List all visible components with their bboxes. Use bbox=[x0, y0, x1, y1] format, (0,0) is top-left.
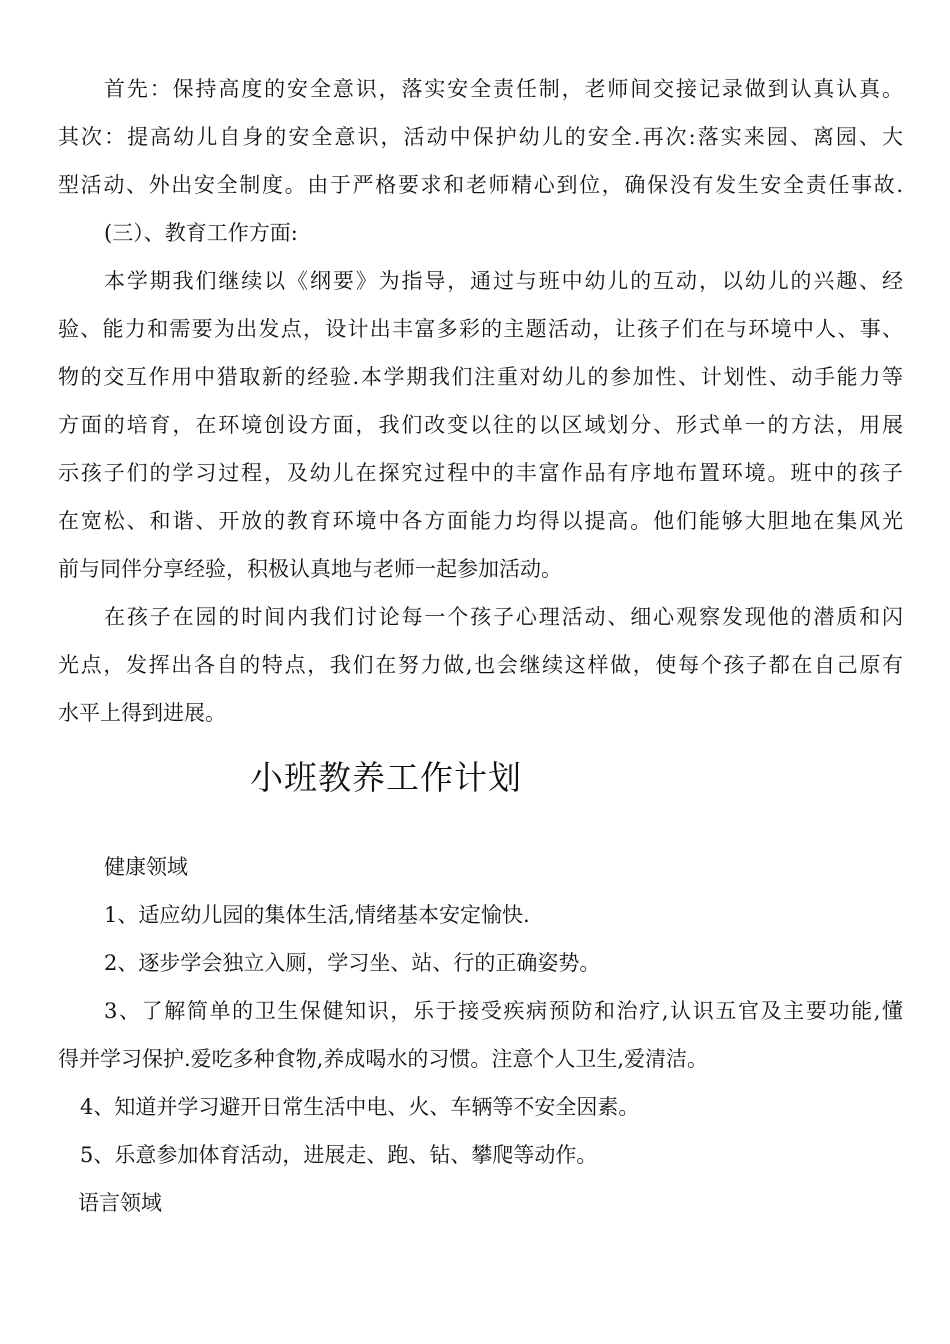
paragraph-line: 验、能力和需要为出发点，设计出丰富多彩的主题活动，让孩子们在与环境中人、事、 bbox=[58, 317, 903, 341]
language-heading: 语言领域 bbox=[78, 1191, 162, 1215]
list-item: 4、知道并学习避开日常生活中电、火、车辆等不安全因素。 bbox=[80, 1095, 640, 1119]
paragraph-line: 前与同伴分享经验，积极认真地与老师一起参加活动。 bbox=[58, 557, 562, 581]
document-title: 小班教养工作计划 bbox=[250, 758, 522, 797]
paragraph-line: 水平上得到进展。 bbox=[58, 701, 226, 725]
paragraph-line: 示孩子们的学习过程，及幼儿在探究过程中的丰富作品有序地布置环境。班中的孩子 bbox=[58, 461, 903, 485]
paragraph-line: 方面的培育，在环境创设方面，我们改变以往的以区域划分、形式单一的方法，用展 bbox=[58, 413, 903, 437]
list-item: 5、乐意参加体育活动，进展走、跑、钻、攀爬等动作。 bbox=[80, 1143, 598, 1167]
paragraph-line: 其次：提高幼儿自身的安全意识，活动中保护幼儿的安全.再次:落实来园、离园、大 bbox=[58, 125, 903, 149]
paragraph-line: 物的交互作用中猎取新的经验.本学期我们注重对幼儿的参加性、计划性、动手能力等 bbox=[58, 365, 903, 389]
paragraph-line: 型活动、外出安全制度。由于严格要求和老师精心到位，确保没有发生安全责任事故. bbox=[58, 173, 903, 197]
paragraph-line: 在孩子在园的时间内我们讨论每一个孩子心理活动、细心观察发现他的潜质和闪 bbox=[104, 605, 903, 629]
paragraph-line: 首先：保持高度的安全意识，落实安全责任制，老师间交接记录做到认真认真。 bbox=[104, 77, 903, 101]
health-heading: 健康领域 bbox=[104, 855, 188, 879]
list-item-continued: 得并学习保护.爱吃多种食物,养成喝水的习惯。注意个人卫生,爱清洁。 bbox=[58, 1047, 709, 1071]
list-item: 3、了解简单的卫生保健知识，乐于接受疾病预防和治疗,认识五官及主要功能,懂 bbox=[104, 999, 903, 1023]
paragraph-line: 本学期我们继续以《纲要》为指导，通过与班中幼儿的互动，以幼儿的兴趣、经 bbox=[104, 269, 903, 293]
list-item: 1、适应幼儿园的集体生活,情绪基本安定愉快. bbox=[104, 903, 530, 927]
paragraph-line: 光点，发挥出各自的特点，我们在努力做,也会继续这样做，使每个孩子都在自己原有 bbox=[58, 653, 903, 677]
paragraph-line: 在宽松、和谐、开放的教育环境中各方面能力均得以提高。他们能够大胆地在集风光 bbox=[58, 509, 903, 533]
list-item: 2、逐步学会独立入厕，学习坐、站、行的正确姿势。 bbox=[104, 951, 601, 975]
section-heading: (三）、教育工作方面: bbox=[104, 221, 298, 245]
